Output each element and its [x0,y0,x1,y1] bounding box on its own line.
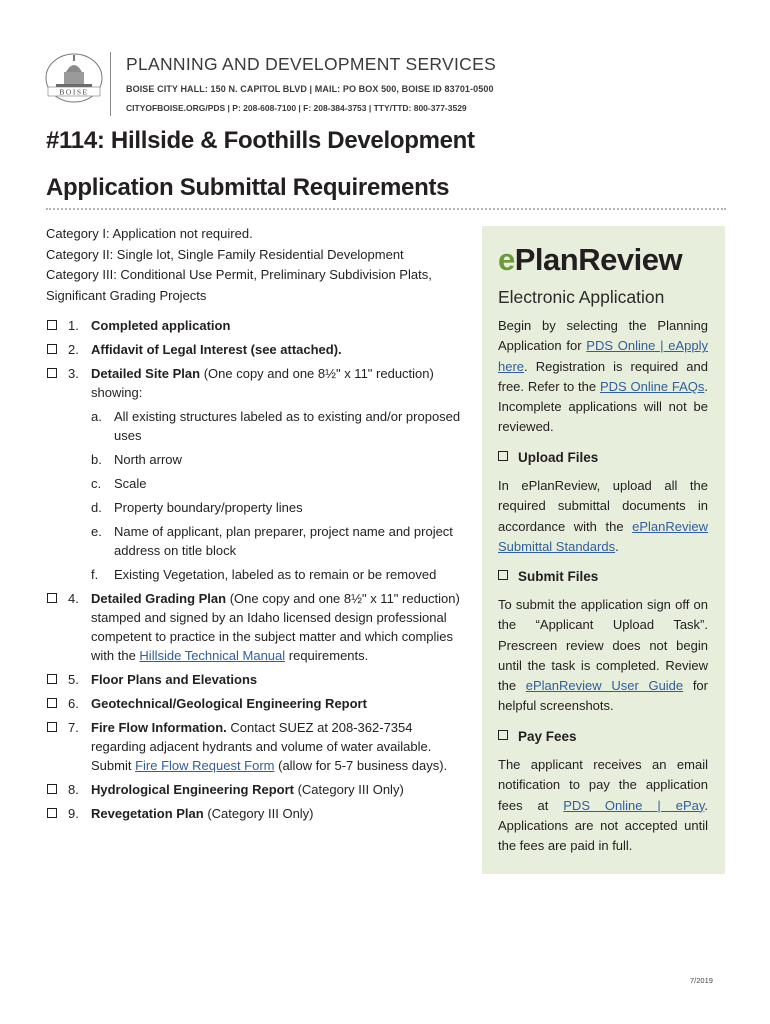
dotted-divider [46,208,726,210]
sub-item: e. Name of applicant, plan preparer, project name and project address on title block [91,524,453,558]
requirement-title: Geotechnical/Geological Engineering Report [91,696,367,711]
document-title-line2: Application Submittal Requirements [46,174,450,201]
boise-city-seal-logo [44,52,104,104]
checkbox-icon[interactable] [47,784,57,794]
checkbox-icon[interactable] [47,722,57,732]
category-2: Category II: Single lot, Single Family Residential Development [46,246,404,262]
sub-item: a. All existing structures labeled as to existing and/or proposed uses [91,409,461,443]
upload-files-text: In ePlanReview, upload all the required submittal documents in accordance with the ePlanReview Submittal Standards. [498,478,708,554]
requirement-item: 9. Revegetation Plan (Category III Only) [46,804,466,823]
category-3: Category III: Conditional Use Permit, Preliminary Subdivision Plats, Significant Grading Projects [46,267,432,303]
requirement-item: 3. Detailed Site Plan (One copy and one 8½" x 11" reduction) showing: a. All existing structures labeled as to existing and/or proposed uses b. North arrow c. Scale d. Property boundary/property lines e. Name of applicant, plan preparer, project name and project address on title block f. Existing Vegetation, labeled as to remain or be removed [46,364,466,584]
document-title-line1: #114: Hillside & Foothills Development [46,127,475,154]
requirement-item: 1. Completed application [46,316,466,335]
panel-title: ePlanReview [498,242,683,277]
checkbox-icon[interactable] [498,451,508,461]
requirements-list [46,316,466,828]
pds-online-eapply-link[interactable]: PDS Online | eApply here [498,338,708,374]
org-name: PLANNING AND DEVELOPMENT SERVICES [126,54,497,74]
requirement-item: 7. Fire Flow Information. Contact SUEZ at 208-362-7354 regarding adjacent hydrants and volume of water available. Submit Fire Flow Request Form (allow for 5-7 business days). [46,718,466,775]
checkbox-icon[interactable] [47,320,57,330]
requirement-title: Hydrological Engineering Report [91,782,294,797]
category-1: Category I: Application not required. [46,226,253,241]
panel-subtitle: Electronic Application [498,287,665,307]
eplanreview-submittal-standards-link[interactable]: ePlanReview Submittal Standards [498,518,708,554]
requirement-title: Completed application [91,318,231,333]
requirement-item: 4. Detailed Grading Plan (One copy and one 8½" x 11" reduction) stamped and signed by an Idaho licensed design professional competent to practice in the subject matter and which complies with the Hillside Technical Manual requirements. [46,589,466,665]
requirement-title: Fire Flow Information. [91,720,227,735]
checkbox-icon[interactable] [47,368,57,378]
category-list [46,224,466,306]
sub-item: c. Scale [91,476,147,491]
eplanreview-user-guide-link[interactable]: ePlanReview User Guide [525,678,684,694]
pay-fees-text: The applicant receives an email notification to pay the application fees at PDS Online | ePay. Applications are not accepted until the fees are paid in full. [498,757,709,854]
requirement-item: 6. Geotechnical/Geological Engineering Report [46,694,466,713]
pds-online-epay-link[interactable]: PDS Online | ePay [563,797,705,813]
checkbox-icon[interactable] [47,674,57,684]
requirement-title: Affidavit of Legal Interest (see attached). [91,342,342,357]
checkbox-icon[interactable] [498,730,508,740]
checkbox-icon[interactable] [47,698,57,708]
sub-item: f. Existing Vegetation, labeled as to remain or be removed [91,567,437,582]
checkbox-icon[interactable] [47,344,57,354]
checkbox-icon[interactable] [47,593,57,603]
requirement-title: Detailed Grading Plan [91,591,227,606]
requirement-item: 5. Floor Plans and Elevations [46,670,466,689]
header-divider [110,52,111,116]
sub-item: d. Property boundary/property lines [91,500,303,515]
requirement-title: Revegetation Plan [91,806,204,821]
sub-item: b. North arrow [91,452,182,467]
pds-online-faqs-link[interactable]: PDS Online FAQs [599,378,705,394]
fire-flow-request-form-link[interactable]: Fire Flow Request Form [135,758,275,773]
panel-intro-text: Begin by selecting the Planning Application for PDS Online | eApply here. Registration is required and free. Refer to the PDS Online FAQs. Incomplete applications will not be reviewed. [498,318,708,435]
address-line: BOISE CITY HALL: 150 N. CAPITOL BLVD | MAIL: PO BOX 500, BOISE ID 83701-0500 [126,84,494,94]
revision-date: 7/2019 [690,976,713,985]
requirement-title: Detailed Site Plan [91,366,201,381]
logo-wordmark: BOISE [59,87,89,97]
requirement-item: 2. Affidavit of Legal Interest (see attached). [46,340,466,359]
contact-line: CITYOFBOISE.ORG/PDS | P: 208-608-7100 | F: 208-384-3753 | TTY/TTD: 800-377-3529 [126,103,467,113]
submit-files-heading: Submit Files [498,569,598,584]
pay-fees-heading: Pay Fees [498,729,577,744]
checkbox-icon[interactable] [498,570,508,580]
hillside-technical-manual-link[interactable]: Hillside Technical Manual [139,648,286,663]
requirement-item: 8. Hydrological Engineering Report (Category III Only) [46,780,466,799]
upload-files-heading: Upload Files [498,450,598,465]
submit-files-text: To submit the application sign off on the “Applicant Upload Task”. Prescreen review does not begin until the task is completed. Review the ePlanReview User Guide for helpful screenshots. [498,597,708,714]
requirement-title: Floor Plans and Elevations [91,672,258,687]
checkbox-icon[interactable] [47,808,57,818]
